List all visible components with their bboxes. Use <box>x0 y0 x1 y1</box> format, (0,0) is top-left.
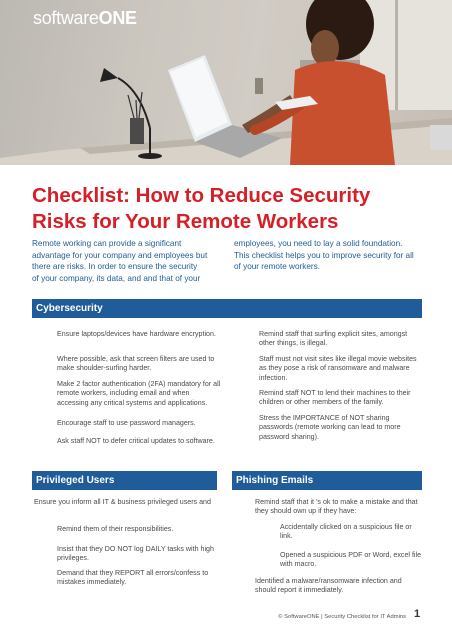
page-number: 1 <box>414 608 421 620</box>
footer-text: © SoftwareONE | Security Checklist for IT Admins <box>278 614 406 620</box>
checklist-item: Where possible, ask that screen filters are used to make shoulder-surfing harder. <box>57 355 215 373</box>
checklist-item: Encourage staff to use password managers. <box>57 419 196 427</box>
checklist-item: Make 2 factor authentication (2FA) mandatory for all remote workers, including email and when accessing any critical systems and applications. <box>57 380 221 407</box>
checklist-item: Accidentally clicked on a suspicious file or link. <box>280 523 412 541</box>
checklist-item: Ensure laptops/devices have hardware encryption. <box>57 330 216 338</box>
title-line-1: Checklist: How to Reduce Security <box>32 184 371 207</box>
intro-left <box>32 238 222 284</box>
section-heading-phishing-emails: Phishing Emails <box>232 471 422 490</box>
section-heading-cybersecurity: Cybersecurity <box>32 299 422 318</box>
softwareone-logo <box>33 8 137 29</box>
section-heading-privileged-users: Privileged Users <box>32 471 217 490</box>
page-title <box>32 183 422 235</box>
intro-line: Remote working can provide a significant <box>32 239 182 248</box>
checklist-item: Remind them of their responsibilities. <box>57 525 174 533</box>
checklist-item: Demand that they REPORT all errors/confess to mistakes immediately. <box>57 569 209 587</box>
intro-line: employees, you need to lay a solid foundation. <box>234 239 403 248</box>
checklist-item: Ask staff NOT to defer critical updates to software. <box>57 437 215 445</box>
logo-one-text: ONE <box>98 8 137 28</box>
intro-line: of your remote workers. <box>234 262 320 271</box>
intro-line: there are risks. In order to ensure the security <box>32 262 198 271</box>
intro-right <box>234 238 424 273</box>
title-line-2: Risks for Your Remote Workers <box>32 210 339 233</box>
intro-line: advantage for your company and employees but <box>32 250 208 260</box>
checklist-item: Stress the IMPORTANCE of NOT sharing passwords (remote working can lead to more password sharing). <box>259 414 401 441</box>
checklist-item: Staff must not visit sites like illegal movie websites as they pose a risk of ransomware and malware infection. <box>259 355 417 382</box>
logo-software-text: software <box>33 8 99 28</box>
checklist-item: Ensure you inform all IT & business privileged users and <box>34 498 211 506</box>
intro-line: This checklist helps you to improve security for all <box>234 250 414 260</box>
checklist-item: Remind staff NOT to lend their machines to their children or other members of the family. <box>259 389 411 407</box>
intro-line: of your company, its data, and and that of your <box>32 273 201 283</box>
checklist-item: Opened a suspicious PDF or Word, excel file with macro. <box>280 551 422 569</box>
checklist-item: Insist that they DO NOT log DAILY tasks with high privileges. <box>57 545 214 563</box>
hero-photo <box>0 0 452 165</box>
checklist-item: Identified a malware/ransomware infection and should report it immediately. <box>255 577 402 595</box>
checklist-item: Remind staff that it ’s ok to make a mistake and that they should own up if they have: <box>255 498 418 516</box>
checklist-item: Remind staff that surfing explicit sites, amongst other things, is illegal. <box>259 330 408 348</box>
